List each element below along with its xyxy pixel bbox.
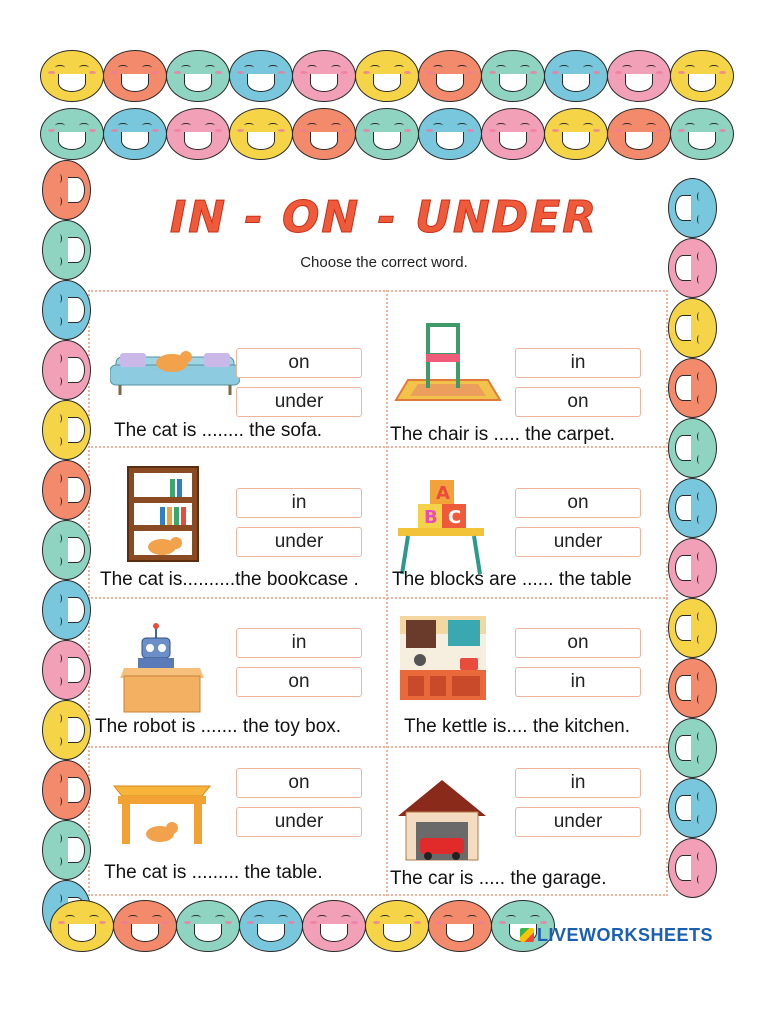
cat-face-icon: [355, 108, 419, 160]
cat-face-icon: [607, 108, 671, 160]
cat-face-icon: [40, 108, 104, 160]
cat-face-icon: [481, 108, 545, 160]
cat-face-icon: [40, 50, 104, 102]
liveworksheets-logo: [520, 925, 713, 946]
cat-face-icon: [302, 900, 366, 952]
cat-face-icon: [42, 640, 91, 700]
sofa-with-cat-picture: [110, 345, 240, 400]
cat-face-icon: [239, 900, 303, 952]
cat-face-icon: [103, 108, 167, 160]
cat-face-icon: [292, 50, 356, 102]
option-button[interactable]: in: [515, 768, 641, 798]
logo-text: LIVEWORKSHEETS: [537, 925, 714, 945]
cat-face-icon: [668, 478, 717, 538]
option-button[interactable]: in: [515, 348, 641, 378]
cat-face-icon: [544, 50, 608, 102]
exercise-sentence: The kettle is.... the kitchen.: [404, 716, 630, 737]
cat-under-table-picture: [110, 778, 214, 848]
cat-face-icon: [42, 700, 91, 760]
cat-face-icon: [670, 108, 734, 160]
cat-face-icon: [355, 50, 419, 102]
cat-face-icon: [668, 778, 717, 838]
cat-face-icon: [42, 400, 91, 460]
cat-face-icon: [229, 108, 293, 160]
cat-face-icon: [668, 538, 717, 598]
cat-face-icon: [668, 418, 717, 478]
chair-on-carpet-picture: [388, 320, 508, 405]
option-button[interactable]: under: [515, 527, 641, 557]
cat-face-icon: [668, 358, 717, 418]
svg-text:B: B: [424, 507, 438, 528]
svg-text:C: C: [448, 507, 462, 528]
option-button[interactable]: in: [515, 667, 641, 697]
exercise-sentence: The cat is ........ the sofa.: [114, 420, 323, 441]
option-button[interactable]: on: [515, 387, 641, 417]
cat-face-icon: [166, 50, 230, 102]
cat-face-icon: [607, 50, 671, 102]
svg-text:A: A: [436, 483, 450, 504]
cat-face-icon: [42, 760, 91, 820]
cat-face-icon: [113, 900, 177, 952]
option-button[interactable]: under: [236, 387, 362, 417]
cat-face-icon: [42, 460, 91, 520]
robot-in-box-picture: [120, 622, 204, 714]
option-button[interactable]: on: [236, 768, 362, 798]
grid-divider: [88, 746, 668, 748]
exercise-sentence: The blocks are ...... the table: [392, 569, 632, 590]
cat-face-icon: [42, 580, 91, 640]
cat-face-icon: [668, 718, 717, 778]
cat-face-icon: [42, 820, 91, 880]
exercise-sentence: The cat is ......... the table.: [104, 862, 323, 883]
option-button[interactable]: on: [236, 348, 362, 378]
option-button[interactable]: on: [515, 488, 641, 518]
liveworksheets-mark-icon: [520, 928, 534, 942]
option-button[interactable]: under: [236, 527, 362, 557]
cat-face-icon: [428, 900, 492, 952]
cat-face-icon: [481, 50, 545, 102]
cat-face-icon: [668, 298, 717, 358]
instruction-text: Choose the correct word.: [300, 254, 468, 271]
cat-face-icon: [42, 520, 91, 580]
cat-face-icon: [42, 280, 91, 340]
grid-divider: [88, 446, 668, 448]
option-button[interactable]: in: [236, 488, 362, 518]
cat-face-icon: [668, 658, 717, 718]
cat-face-icon: [365, 900, 429, 952]
worksheet-title: IN - ON - UNDER: [169, 192, 599, 243]
bookcase-with-cat-picture: [126, 465, 200, 565]
cat-face-icon: [50, 900, 114, 952]
cat-face-icon: [176, 900, 240, 952]
cat-face-icon: [103, 50, 167, 102]
option-button[interactable]: on: [236, 667, 362, 697]
option-button[interactable]: under: [236, 807, 362, 837]
cat-face-icon: [670, 50, 734, 102]
kitchen-picture: [400, 616, 486, 700]
cat-face-icon: [544, 108, 608, 160]
cat-face-icon: [418, 108, 482, 160]
cat-face-icon: [229, 50, 293, 102]
exercise-sentence: The car is ..... the garage.: [390, 868, 607, 889]
cat-face-icon: [42, 340, 91, 400]
cat-face-icon: [166, 108, 230, 160]
cat-face-icon: [668, 838, 717, 898]
exercise-sentence: The cat is..........the bookcase .: [100, 569, 359, 590]
option-button[interactable]: under: [515, 807, 641, 837]
option-button[interactable]: in: [236, 628, 362, 658]
option-button[interactable]: on: [515, 628, 641, 658]
abc-blocks-on-table-picture: [398, 476, 488, 576]
exercise-sentence: The chair is ..... the carpet.: [390, 424, 615, 445]
cat-face-icon: [418, 50, 482, 102]
cat-face-icon: [292, 108, 356, 160]
grid-divider: [88, 597, 668, 599]
car-in-garage-picture: [398, 776, 486, 862]
exercise-sentence: The robot is ....... the toy box.: [95, 716, 342, 737]
cat-face-icon: [668, 598, 717, 658]
